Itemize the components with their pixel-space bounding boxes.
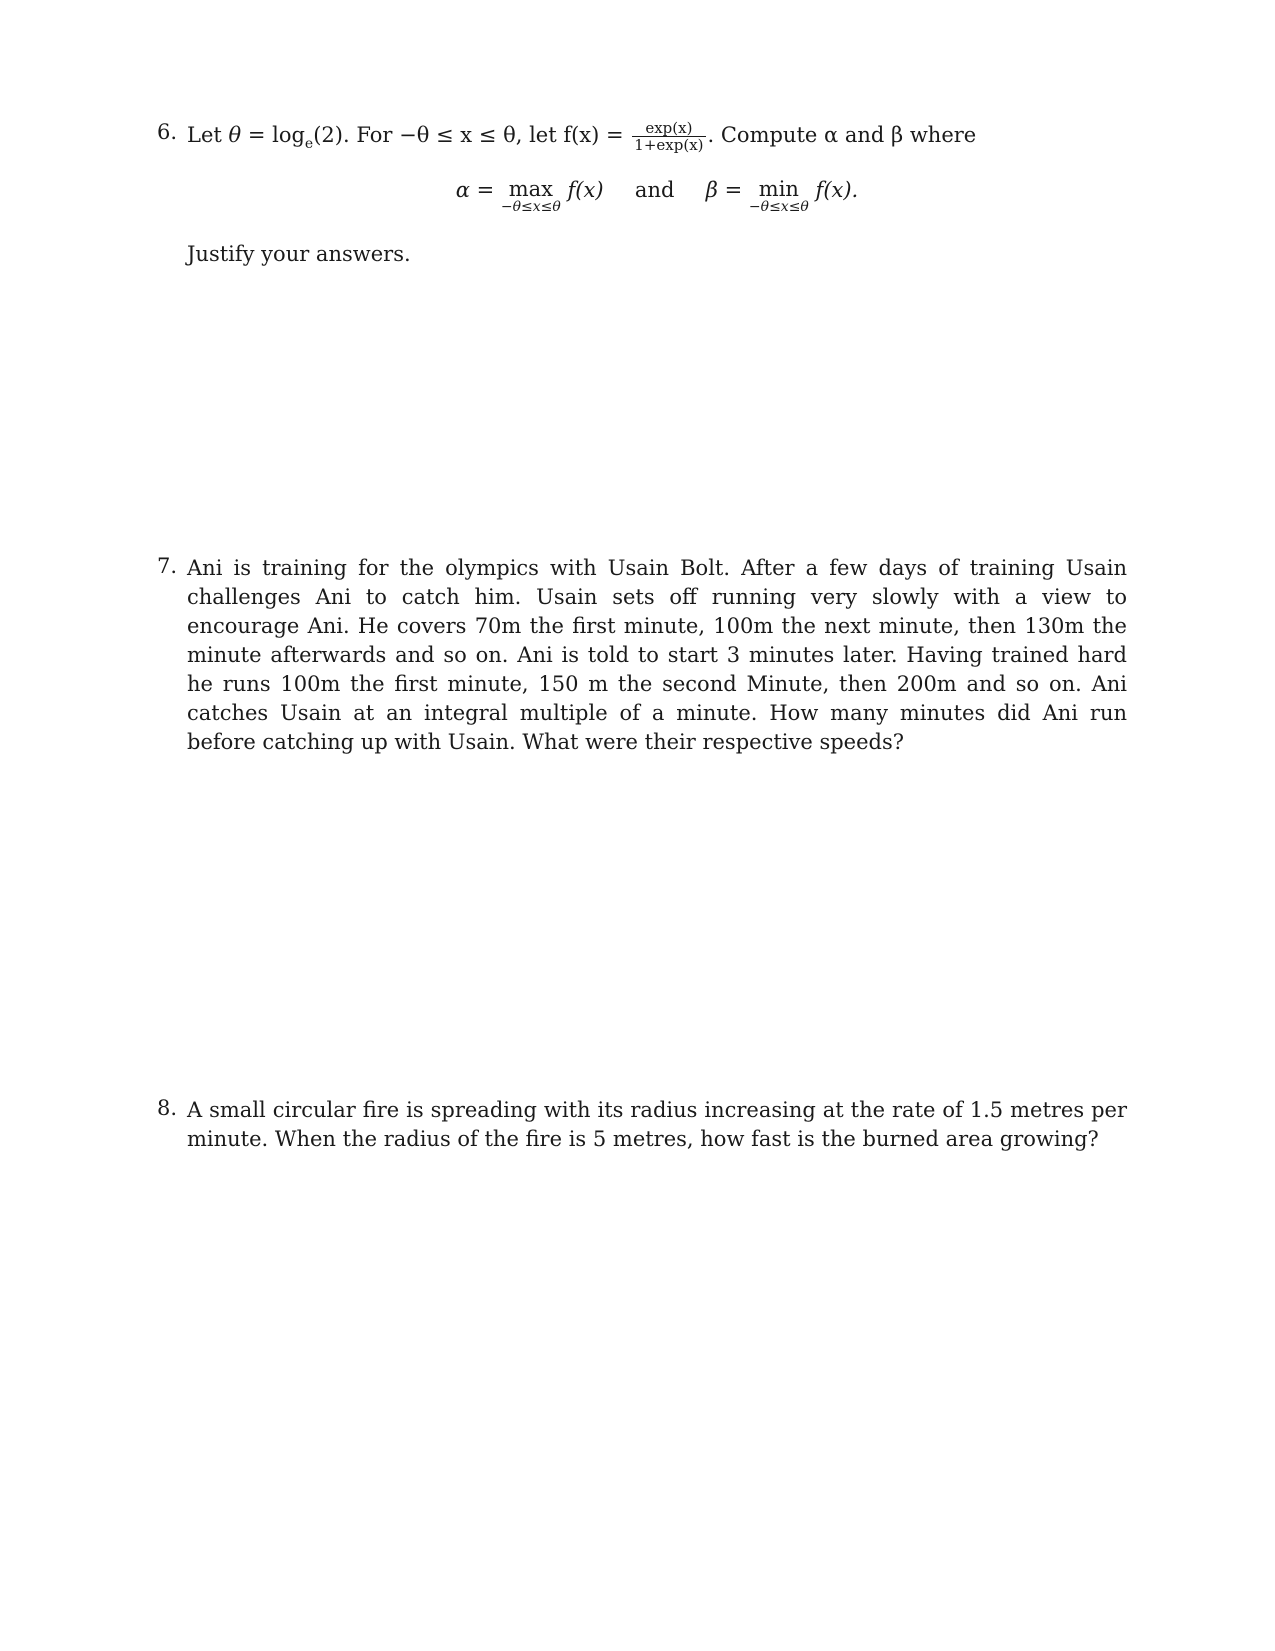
math-text: f(x) (567, 178, 604, 202)
problem-7 (157, 554, 1127, 757)
fraction-numerator: exp(x) (632, 120, 705, 137)
problem-text: (2). For −θ ≤ x ≤ θ, let f(x) = (313, 123, 624, 147)
math-symbol: θ (228, 123, 242, 147)
display-equation (157, 178, 1157, 214)
max-operator (501, 178, 561, 214)
math-text: α = (455, 178, 495, 202)
problem-text: Let (187, 123, 222, 147)
operator-label: max (508, 177, 553, 201)
problem-6-statement (187, 120, 1127, 153)
problem-7-statement: Ani is training for the olympics with Usain Bolt. After a few days of training Usain challenges Ani to catch him. Usain sets off running very slowly with a view to encourage Ani. He covers 70m the first minute, 100m the next minute, then 130m the minute afterwards and so on. Ani is told to start 3 minutes later. Having trained hard he runs 100m the first minute, 150 m the second Minute, then 200m and so on. Ani catches Usain at an integral multiple of a minute. How many minutes did Ani run before catching up with Usain. What were their respective speeds? (187, 556, 1127, 754)
justify-instruction: Justify your answers. (187, 242, 411, 266)
problem-text: . Compute α and β where (707, 123, 977, 147)
problem-6 (157, 119, 1127, 266)
operator-limits: −θ≤x≤θ (500, 199, 561, 215)
math-subscript: e (304, 136, 314, 152)
problem-8-statement: A small circular fire is spreading with its radius increasing at the rate of 1.5 metres per minute. When the radius of the fire is 5 metres, how fast is the burned area growing? (187, 1098, 1127, 1151)
problem-number: 7. (157, 554, 178, 578)
problem-8 (157, 1096, 1127, 1154)
math-text: f(x). (815, 178, 859, 202)
math-fraction (632, 120, 705, 153)
operator-limits: −θ≤x≤θ (748, 199, 809, 215)
problem-text: = log (247, 123, 305, 147)
conjunction-text: and (634, 178, 675, 202)
min-operator (749, 178, 809, 214)
fraction-denominator: 1+exp(x) (634, 136, 704, 154)
math-text: β = (705, 178, 743, 202)
operator-label: min (758, 177, 799, 201)
problem-number: 8. (157, 1096, 178, 1120)
problem-number: 6. (157, 120, 178, 144)
